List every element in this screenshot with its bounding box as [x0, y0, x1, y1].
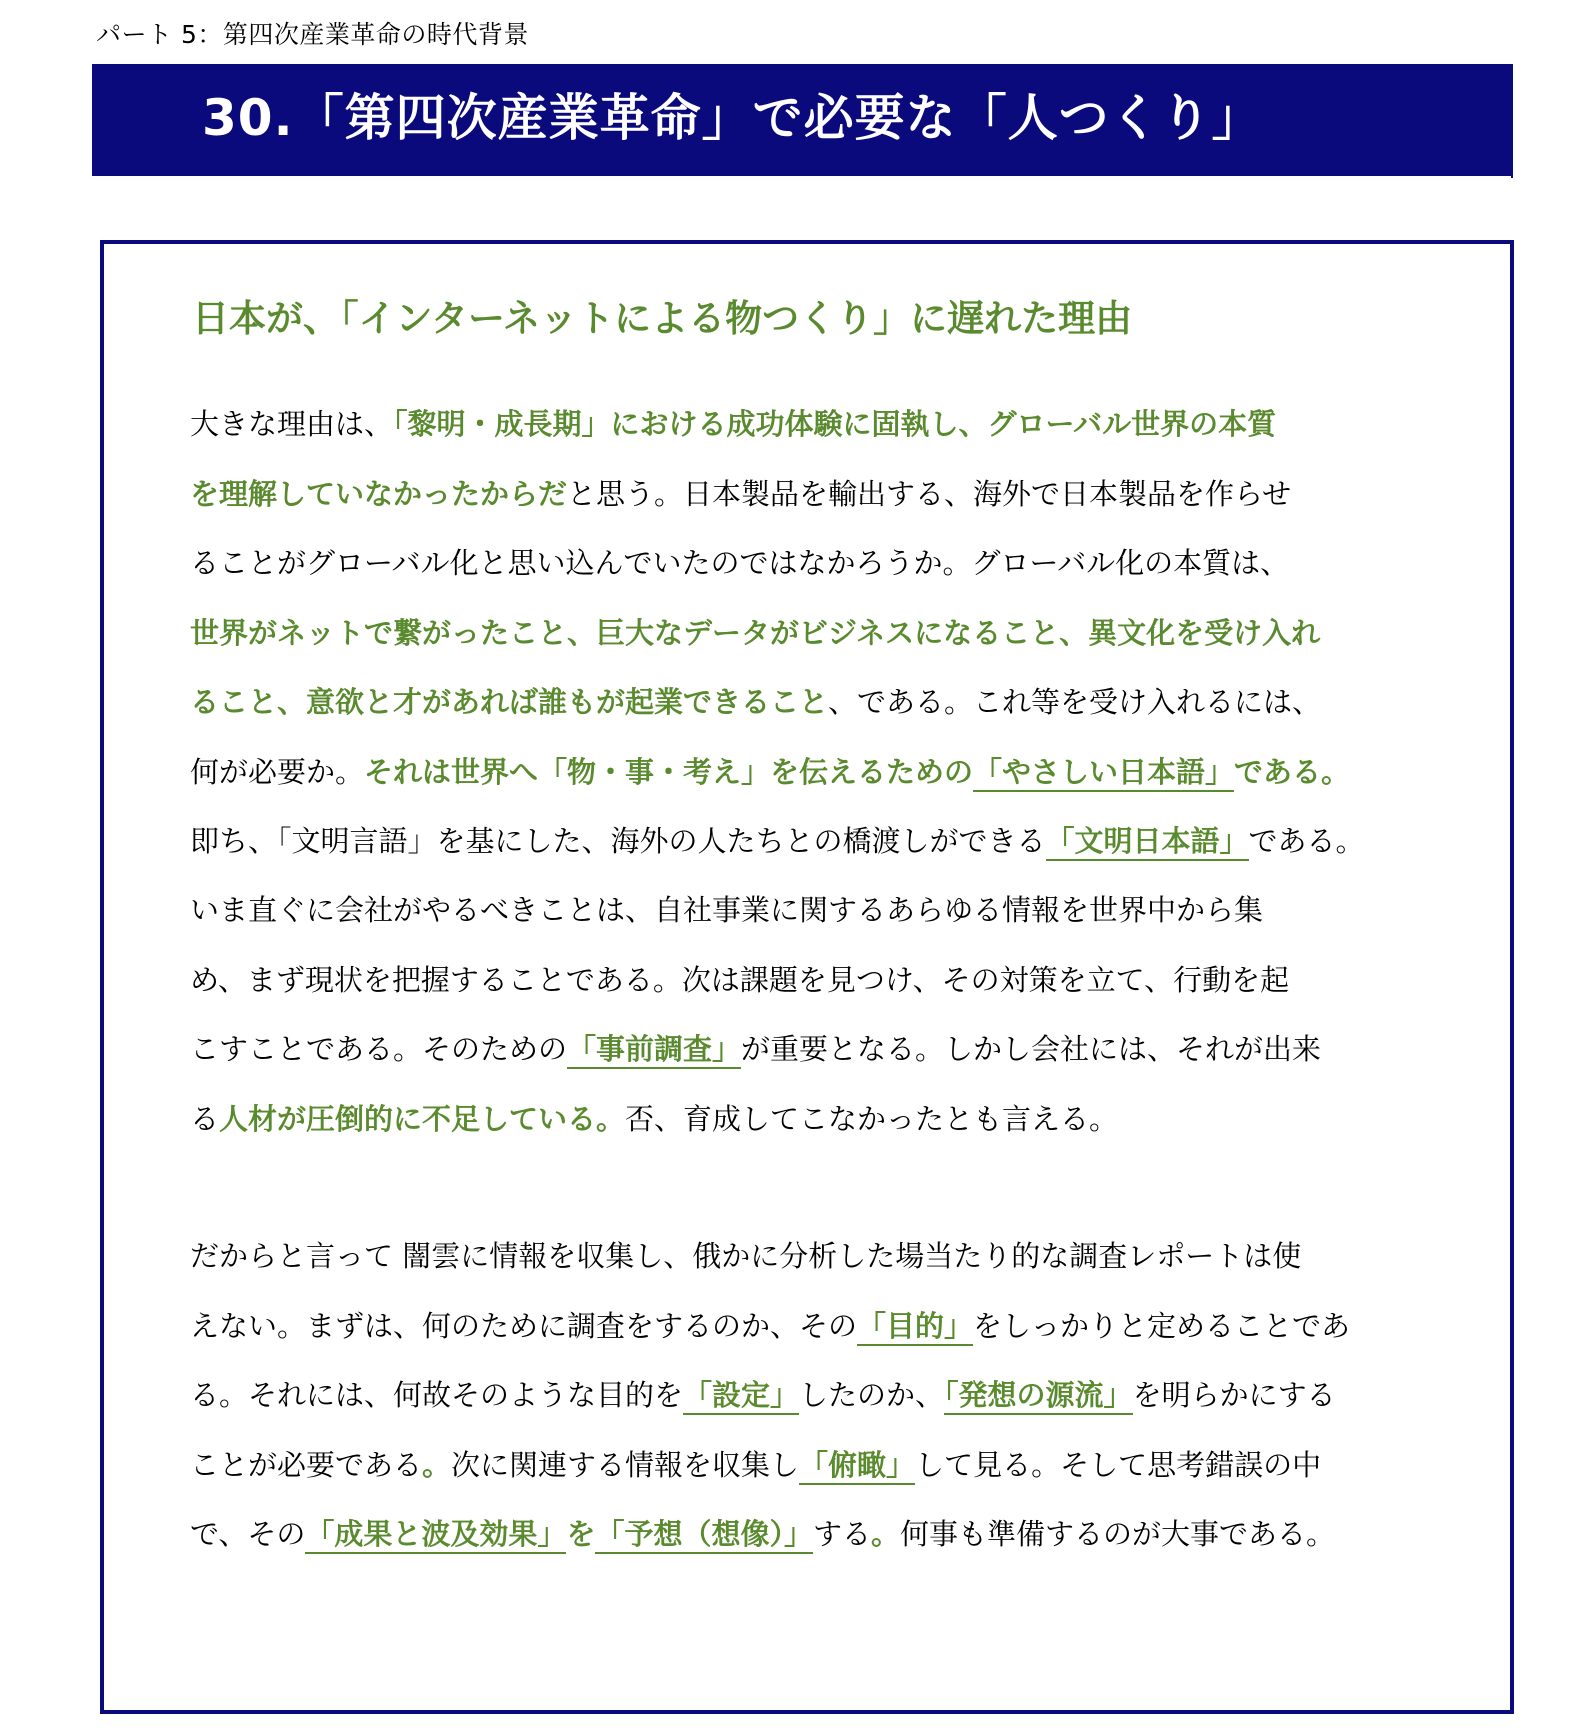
key-term: 「俯瞰」 [799, 1448, 915, 1485]
section-heading: 日本が、「インターネットによる物つくり」に遅れた理由 [192, 297, 1133, 340]
text-line [190, 1292, 1450, 1362]
text-line [190, 460, 1450, 530]
key-term: 「成果と波及効果」 [305, 1517, 566, 1554]
body-text: 何が必要か。 [190, 754, 365, 789]
body-text: 否、育成してこなかったとも言える。 [625, 1101, 1119, 1136]
key-term: 「設定」 [683, 1378, 799, 1415]
text-line [190, 1500, 1450, 1570]
body-text: 大きな理由は、 [190, 407, 394, 441]
body-text: 即ち、「文明言語」を基にした、海外の人たちとの橋渡しができる [190, 824, 1046, 858]
body-text: と思う。日本製品を輸出する、海外で日本製品を作らせ [567, 476, 1292, 511]
body-text: えない。まずは、何のために調査をするのか、その [190, 1308, 858, 1343]
body-text: 何事も準備するのが大事である。 [900, 1517, 1336, 1551]
text-line [190, 1015, 1450, 1085]
text-line [190, 599, 1450, 669]
text-line [190, 1431, 1450, 1501]
highlighted-text: を理解していなかったからだ [190, 476, 568, 511]
key-term: 「やさしい日本語」 [973, 755, 1234, 792]
body-text: ことが必要である [190, 1447, 423, 1482]
title-bar-edge [1511, 164, 1513, 178]
body-text: したのか、 [799, 1378, 945, 1412]
text-line [190, 1222, 1450, 1292]
key-term: 「発想の源流」 [944, 1378, 1133, 1415]
body-text: する [812, 1517, 871, 1551]
key-term: 「事前調査」 [567, 1032, 741, 1069]
page-title: 30.「第四次産業革命」で必要な「人つくり」 [202, 89, 1263, 147]
highlighted-text: 。 [870, 1517, 900, 1551]
text-line [190, 1085, 1450, 1155]
text-line [190, 876, 1450, 946]
text-line [190, 390, 1450, 460]
body-text: だからと言って 闇雲に情報を収集し、俄かに分析した場当たり的な調査レポートは使 [190, 1239, 1302, 1273]
part-label: パート 5：第四次産業革命の時代背景 [96, 20, 529, 49]
key-term: 「目的」 [857, 1309, 973, 1346]
body-text: が重要となる。しかし会社には、それが出来 [741, 1032, 1322, 1066]
text-line [190, 1361, 1450, 1431]
text-line [190, 738, 1450, 808]
body-text: を明らかにする [1132, 1378, 1336, 1412]
highlighted-text: 「黎明・成長期」における成功体験に固執し、グローバル世界の本質 [393, 407, 1277, 441]
text-line [190, 529, 1450, 599]
highlighted-text: 世界がネットで繋がったこと、巨大なデータがビジネスになること、異文化を受け入れ [190, 615, 1321, 650]
body-text: いま直ぐに会社がやるべきことは、自社事業に関するあらゆる情報を世界中から集 [190, 893, 1264, 927]
body-text: して見る。そして思考錯誤の中 [915, 1447, 1322, 1482]
content-box [100, 240, 1514, 1714]
body-text: で、その [190, 1517, 306, 1551]
text-line [190, 807, 1450, 877]
body-text: め、まず現状を把握することである。次は課題を見つけ、その対策を立て、行動を起 [190, 962, 1290, 997]
body-text: る。それには、何故そのような目的を [190, 1378, 684, 1412]
text-line [190, 668, 1450, 738]
paragraph-1 [190, 390, 1450, 877]
highlighted-text: である。 [1234, 754, 1351, 789]
body-text: 次に関連する情報を収集し [451, 1447, 800, 1482]
highlighted-text: ること、意欲と才があれば誰もが起業できること [190, 685, 829, 719]
body-text: をしっかりと定めることであ [973, 1308, 1351, 1343]
body-text: る [190, 1101, 220, 1136]
body-text: ることがグローバル化と思い込んでいたのではなかろうか。グローバル化の本質は、 [190, 546, 1290, 580]
key-term: 「予想（想像）」 [595, 1517, 813, 1554]
body-text: である。 [1248, 824, 1365, 858]
text-line [190, 946, 1450, 1016]
paragraph-2 [190, 876, 1450, 1154]
highlighted-text: 。 [422, 1447, 452, 1482]
paragraph-3 [190, 1222, 1450, 1570]
highlighted-text: 人材が圧倒的に不足している。 [219, 1101, 626, 1136]
title-bar [92, 64, 1513, 176]
body-text: こすことである。そのための [190, 1032, 568, 1066]
highlighted-text: を [566, 1517, 596, 1551]
body-text: 、である。これ等を受け入れるには、 [828, 685, 1322, 719]
highlighted-text: それは世界へ「物・事・考え」を伝えるための [364, 754, 974, 789]
key-term: 「文明日本語」 [1046, 824, 1249, 861]
